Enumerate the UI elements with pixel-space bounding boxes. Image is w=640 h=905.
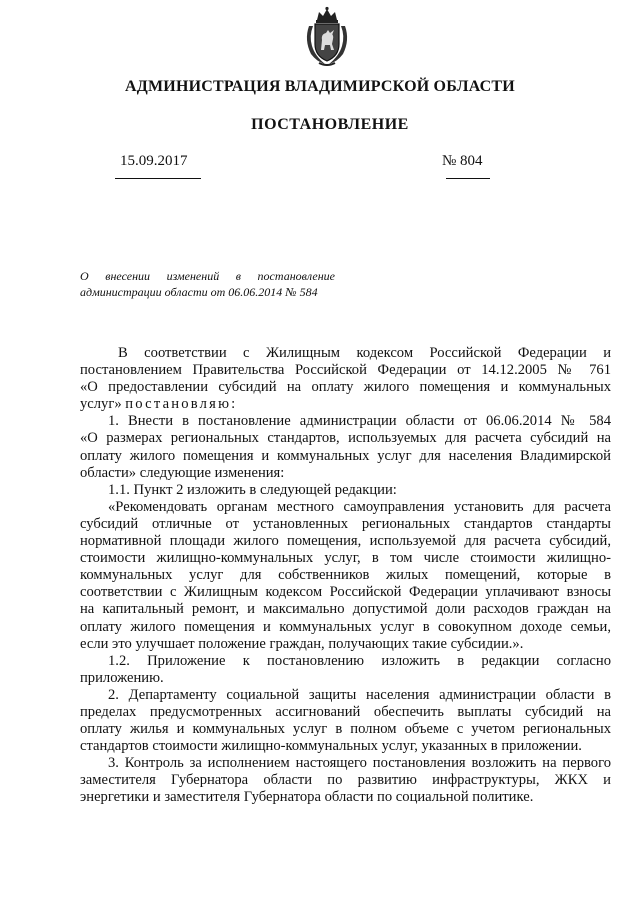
body-line: приложению. — [80, 669, 164, 686]
body-line — [80, 396, 611, 413]
document-type: ПОСТАНОВЛЕНИЕ — [251, 116, 409, 133]
document-subject — [80, 268, 335, 300]
quote-line: коммунальных услуг для собственников жилых помещений, которые в — [80, 567, 611, 584]
quote-line: оплату жилого помещения и коммунальных услуг в совокупном доходе семьи, — [80, 618, 611, 635]
subject-line: администрации области от 06.06.2014 № 584 — [80, 285, 318, 299]
body-line: 3. Контроль за исполнением настоящего постановления возложить на первого — [108, 755, 611, 772]
body-line: оплату жилого помещения и коммунальных услуг для населения Владимирской — [80, 447, 611, 464]
quote-line: нормативной площади жилого помещения, используемой для расчета субсидий, — [80, 533, 611, 550]
body-line: области» следующие изменения: — [80, 464, 285, 481]
subject-line: О внесении изменений в постановление — [80, 269, 335, 283]
body-line: «О предоставлении субсидий на оплату жилого помещения и коммунальных — [80, 379, 611, 396]
document-number: № 804 — [442, 153, 483, 169]
body-line: 1.1. Пункт 2 изложить в следующей редакции: — [108, 481, 397, 498]
date-underline — [115, 178, 201, 179]
body-line: заместителя Губернатора области по развитию инфраструктуры, ЖКХ и — [80, 772, 611, 789]
body-line: 1.2. Приложение к постановлению изложить в редакции согласно — [108, 652, 611, 669]
quote-line: стоимости жилищно-коммунальных услуг, в том числе стоимости жилищно- — [80, 550, 611, 567]
quote-line: если это улучшает положение граждан, получающих такие субсидии.». — [80, 635, 524, 652]
body-line: стандартов стоимости жилищно-коммунальных услуг, указанных в приложении. — [80, 738, 582, 755]
organization-name: АДМИНИСТРАЦИЯ ВЛАДИМИРСКОЙ ОБЛАСТИ — [125, 78, 515, 95]
quote-line: соответствии с Жилищным кодексом Российской Федерации уплачивают взносы — [80, 584, 611, 601]
quote-line: субсидий отличные от установленных региональных стандартов стандарты — [80, 515, 611, 532]
body-line: оплату жилья и коммунальных услуг в полном объеме с учетом региональных — [80, 721, 611, 738]
body-line: 1. Внести в постановление администрации области от 06.06.2014 № 584 — [108, 413, 611, 430]
body-line: постановлением Правительства Российской Федерации от 14.12.2005 № 761 — [80, 362, 611, 379]
coat-of-arms-emblem — [301, 6, 353, 68]
quote-line: на капитальный ремонт, и максимально допустимой доли расходов граждан на — [80, 601, 611, 618]
body-line: «О размерах региональных стандартов, используемых для расчета субсидий на — [80, 430, 611, 447]
number-underline — [446, 178, 490, 179]
body-line: энергетики и заместителя Губернатора области по социальной политике. — [80, 789, 534, 806]
quote-line: «Рекомендовать органам местного самоуправления установить для расчета — [108, 498, 611, 515]
body-line: 2. Департаменту социальной защиты населения администрации области в — [108, 686, 611, 703]
resolution-word: постановляю: — [125, 396, 238, 413]
body-line: пределах предусмотренных ассигнований обеспечить выплаты субсидий на — [80, 703, 611, 720]
body-line: В соответствии с Жилищным кодексом Российской Федерации и — [118, 345, 611, 361]
intro-prefix: услуг» — [80, 396, 122, 413]
document-date: 15.09.2017 — [120, 153, 188, 169]
document-body — [80, 345, 611, 807]
